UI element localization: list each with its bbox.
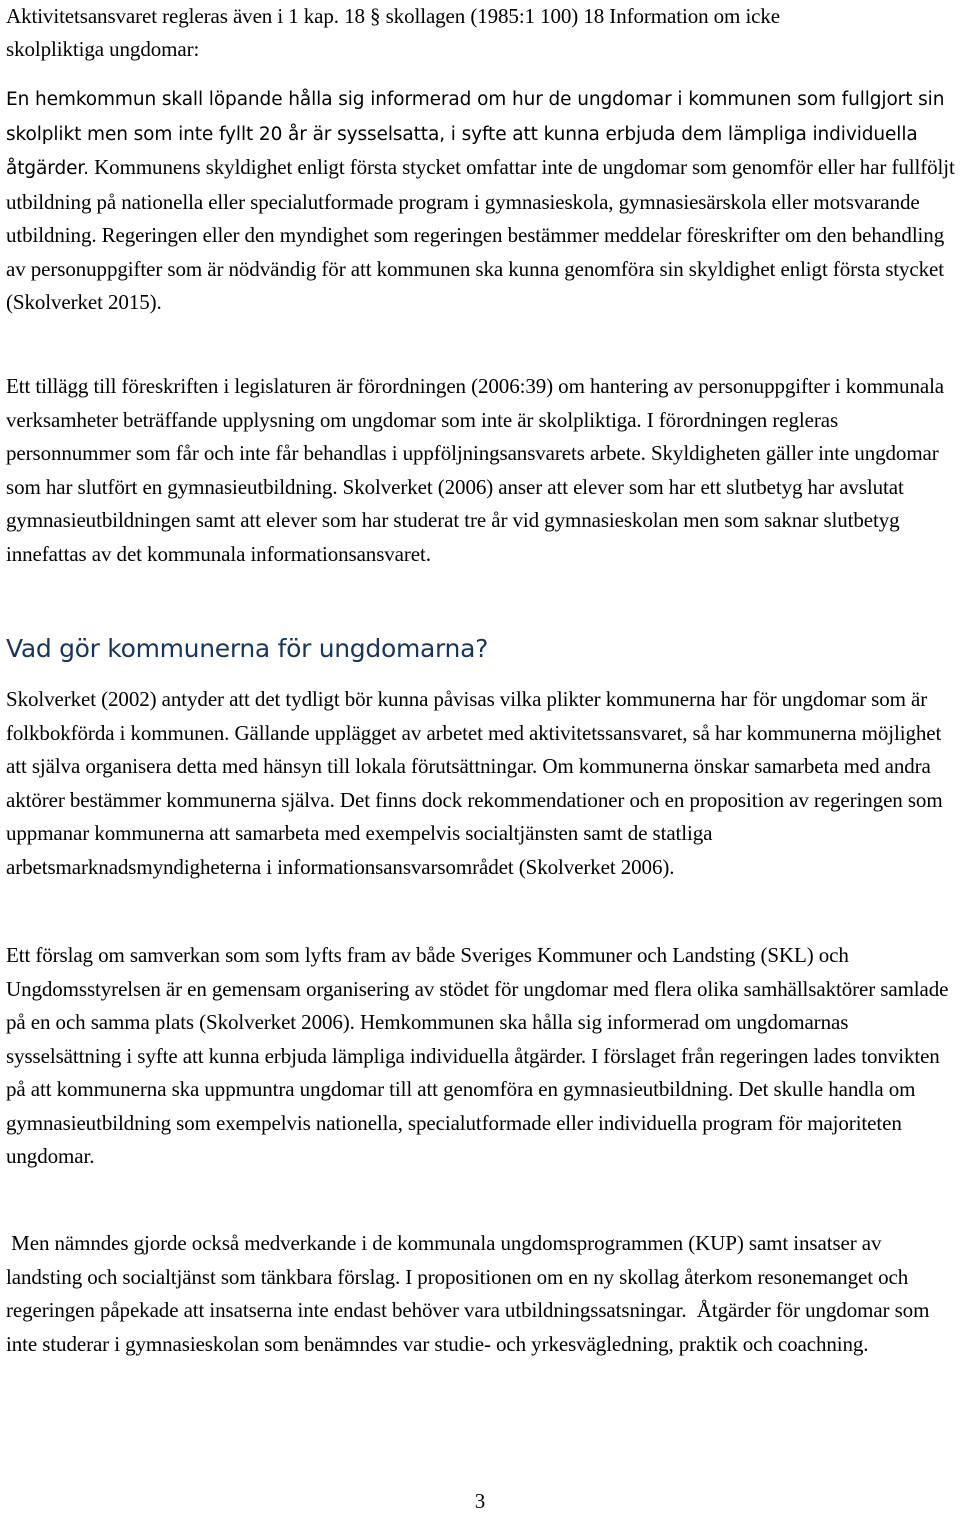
intro-text (6, 0, 951, 66)
document-page (6, 0, 956, 1514)
paragraph-1-text: Kommunens skyldighet enligt första stycket omfattar inte de ungdomar som genomför eller har fullföljt utbildning på nationella eller specialutformade program i gymnasieskola, gymnasiesärskola eller motsvarande utbildning. Regeringen eller den myndighet som regeringen bestämmer meddelar föreskrifter om den behandling av personuppgifter som är nödvändig för att kommunen ska kunna genomföra sin skyldighet enligt första stycket (Skolverket 2015). (6, 155, 955, 314)
page-number: 3 (474, 1489, 486, 1513)
section-paragraph-2: Ett förslag om samverkan som som lyfts fram av både Sveriges Kommuner och Landsting (SKL) och Ungdomsstyrelsen är en gemensam organisering av stödet för ungdomar med flera olika samhällsaktörer samlade på en och samma plats (Skolverket 2006). Hemkommunen ska hålla sig informerad om ungdomarnas sysselsättning i syfte att kunna erbjuda lämpliga individuella åtgärder. I förslaget från regeringen lades tonvikten på att kommunerna ska uppmuntra ungdomar till att genomföra en gymnasieutbildning. Det skulle handla om gymnasieutbildning som exempelvis nationella, specialutformade eller individuella program för majoriteten ungdomar. (6, 943, 949, 1168)
paragraph-1 (6, 82, 956, 320)
paragraph-2: Ett tillägg till föreskriften i legislaturen är förordningen (2006:39) om hantering av personuppgifter i kommunala verksamheter beträffande upplysning om ungdomar som inte är skolpliktiga. I förordningen regleras personnummer som får och inte får behandlas i uppföljningsansvarets arbete. Skyldigheten gäller inte ungdomar som har slutfört en gymnasieutbildning. Skolverket (2006) anser att elever som har ett slutbetyg har avslutat gymnasieutbildningen samt att elever som har studerat tre år vid gymnasieskolan men som saknar slutbetyg innefattas av det kommunala informationsansvaret. (6, 374, 945, 566)
section-paragraph-1: Skolverket (2002) antyder att det tydligt bör kunna påvisas vilka plikter kommunerna har för ungdomar som är folkbokförda i kommunen. Gällande upplägget av arbetet med aktivitetssansvaret, så har kommunerna möjlighet att själva organisera detta med hänsyn till lokala förutsättningar. Om kommunerna önskar samarbeta med andra aktörer bestämmer kommunerna själva. Det finns dock rekommendationer och en proposition av regeringen som uppmanar kommunerna att samarbeta med exempelvis socialtjänsten samt de statliga arbetsmarknadsmyndigheterna i informationsansvarsområdet (Skolverket 2006). (6, 687, 943, 879)
section-paragraph-3: Men nämndes gjorde också medverkande i de kommunala ungdomsprogrammen (KUP) samt insatser av landsting och socialtjänst som tänkbara förslag. I propositionen om en ny skollag återkom resonemanget och regeringen påpekade att insatserna inte endast behöver vara utbildningssatsningar. Åtgärder för ungdomar som inte studerar i gymnasieskolan som benämndes var studie- och yrkesvägledning, praktik och coachning. (6, 1231, 935, 1356)
intro-line-1: Aktivitetsansvaret regleras även i 1 kap. 18 § skollagen (1985:1 100) 18 Information om icke (6, 4, 781, 28)
section-heading: Vad gör kommunerna för ungdomarna? (6, 634, 489, 663)
intro-line-2: skolpliktiga ungdomar: (6, 37, 200, 61)
paragraph-1-quote: En hemkommun skall löpande hålla sig informerad om hur de ungdomar i kommunen som fullgjort sin skolplikt men som inte fyllt 20 år är sysselsatta, i syfte att kunna erbjuda dem lämpliga individuella åtgärder. (6, 89, 945, 179)
